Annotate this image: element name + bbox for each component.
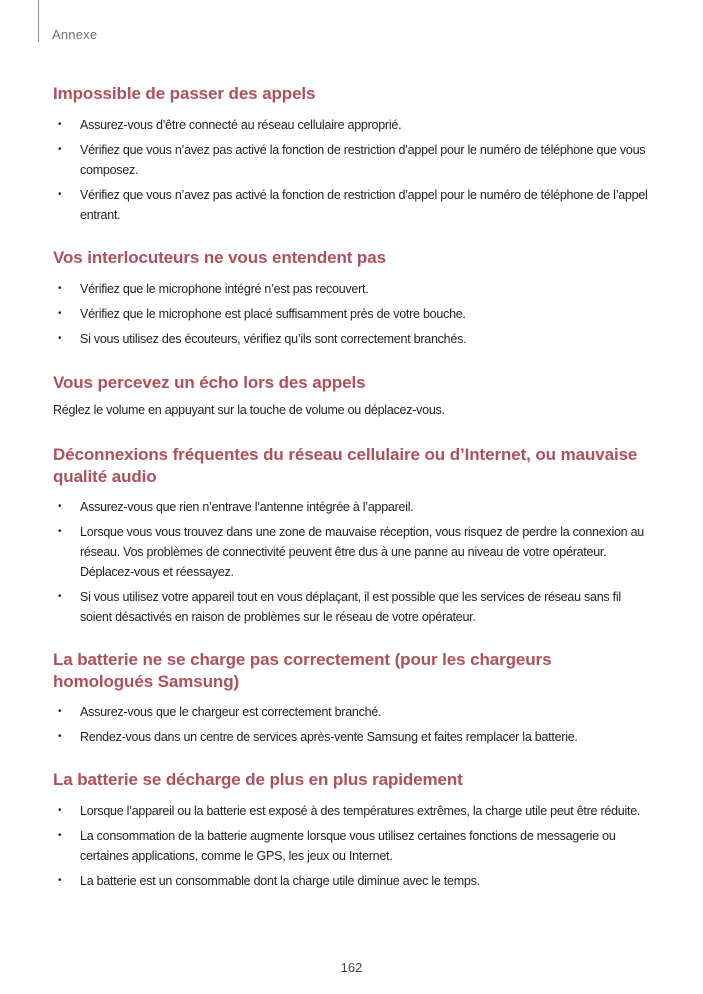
running-header: Annexe xyxy=(52,27,98,42)
bullet-icon: • xyxy=(58,526,62,537)
list-item xyxy=(53,115,653,135)
list-item-text: Vérifiez que le microphone intégré n’est pas recouvert. xyxy=(80,282,369,296)
bullet-icon: • xyxy=(58,333,62,344)
bullet-icon: • xyxy=(58,805,62,816)
bullet-list xyxy=(53,497,653,627)
list-item-text: Assurez-vous d’être connecté au réseau cellulaire approprié. xyxy=(80,118,402,132)
list-item xyxy=(53,871,653,891)
list-item-text: Si vous utilisez votre appareil tout en vous déplaçant, il est possible que les services de réseau sans fil soient désactivés en raison de problèmes sur le réseau de votre opérateur. xyxy=(80,590,621,624)
list-item xyxy=(53,329,653,349)
bullet-icon: • xyxy=(58,308,62,319)
list-item xyxy=(53,279,653,299)
bullet-icon: • xyxy=(58,875,62,886)
document-body xyxy=(53,83,653,891)
list-item-text: Vérifiez que le microphone est placé suffisamment près de votre bouche. xyxy=(80,307,466,321)
list-item-text: Assurez-vous que le chargeur est correctement branché. xyxy=(80,705,382,719)
list-item xyxy=(53,727,653,747)
bullet-list xyxy=(53,702,653,747)
bullet-list xyxy=(53,279,653,349)
list-item xyxy=(53,185,653,225)
list-item-text: Lorsque vous vous trouvez dans une zone de mauvaise réception, vous risquez de perdre la connexion au réseau. Vos problèmes de connectivité peuvent être dus à une panne au niveau de votre opérateur. Déplacez-vous et réessayez. xyxy=(80,525,645,579)
list-item xyxy=(53,140,653,180)
list-item-text: Assurez-vous que rien n’entrave l’antenne intégrée à l’appareil. xyxy=(80,500,414,514)
section-heading: Impossible de passer des appels xyxy=(53,84,316,103)
list-item-text: Si vous utilisez des écouteurs, vérifiez qu’ils sont correctement branchés. xyxy=(80,332,467,346)
bullet-icon: • xyxy=(58,706,62,717)
bullet-icon: • xyxy=(58,731,62,742)
list-item xyxy=(53,304,653,324)
section-heading: La batterie ne se charge pas correctement (pour les chargeurs homologués Samsung) xyxy=(53,650,552,691)
section-not-heard xyxy=(53,247,653,349)
bullet-icon: • xyxy=(58,283,62,294)
bullet-icon: • xyxy=(58,591,62,602)
bullet-icon: • xyxy=(58,501,62,512)
list-item xyxy=(53,497,653,517)
list-item xyxy=(53,826,653,866)
list-item xyxy=(53,702,653,722)
bullet-list xyxy=(53,801,653,891)
list-item-text: La batterie est un consommable dont la charge utile diminue avec le temps. xyxy=(80,874,480,888)
list-item-text: Vérifiez que vous n’avez pas activé la fonction de restriction d’appel pour le numéro de téléphone de l’appel entrant. xyxy=(80,188,648,222)
list-item xyxy=(53,801,653,821)
section-battery-not-charging xyxy=(53,649,653,747)
section-frequent-disconnections xyxy=(53,444,653,627)
section-heading: Vous percevez un écho lors des appels xyxy=(53,373,366,392)
section-echo xyxy=(53,372,653,420)
list-item-text: Lorsque l’appareil ou la batterie est exposé à des températures extrêmes, la charge utile peut être réduite. xyxy=(80,804,641,818)
section-paragraph: Réglez le volume en appuyant sur la touche de volume ou déplacez-vous. xyxy=(53,403,445,417)
list-item-text: Vérifiez que vous n’avez pas activé la fonction de restriction d’appel pour le numéro de téléphone que vous composez. xyxy=(80,143,646,177)
list-item-text: Rendez-vous dans un centre de services après-vente Samsung et faites remplacer la batterie. xyxy=(80,730,578,744)
page-number: 162 xyxy=(340,960,363,975)
list-item-text: La consommation de la batterie augmente lorsque vous utilisez certaines fonctions de messagerie ou certaines applications, comme le GPS, les jeux ou Internet. xyxy=(80,829,616,863)
list-item xyxy=(53,522,653,582)
page-margin-rule xyxy=(38,0,39,42)
bullet-icon: • xyxy=(58,119,62,130)
bullet-icon: • xyxy=(58,189,62,200)
section-battery-drains xyxy=(53,769,653,891)
bullet-list xyxy=(53,115,653,225)
bullet-icon: • xyxy=(58,830,62,841)
section-calls-impossible xyxy=(53,83,653,225)
section-heading: Vos interlocuteurs ne vous entendent pas xyxy=(53,248,386,267)
bullet-icon: • xyxy=(58,144,62,155)
section-heading: La batterie se décharge de plus en plus rapidement xyxy=(53,770,463,789)
list-item xyxy=(53,587,653,627)
section-heading: Déconnexions fréquentes du réseau cellulaire ou d’Internet, ou mauvaise qualité audio xyxy=(53,445,638,486)
